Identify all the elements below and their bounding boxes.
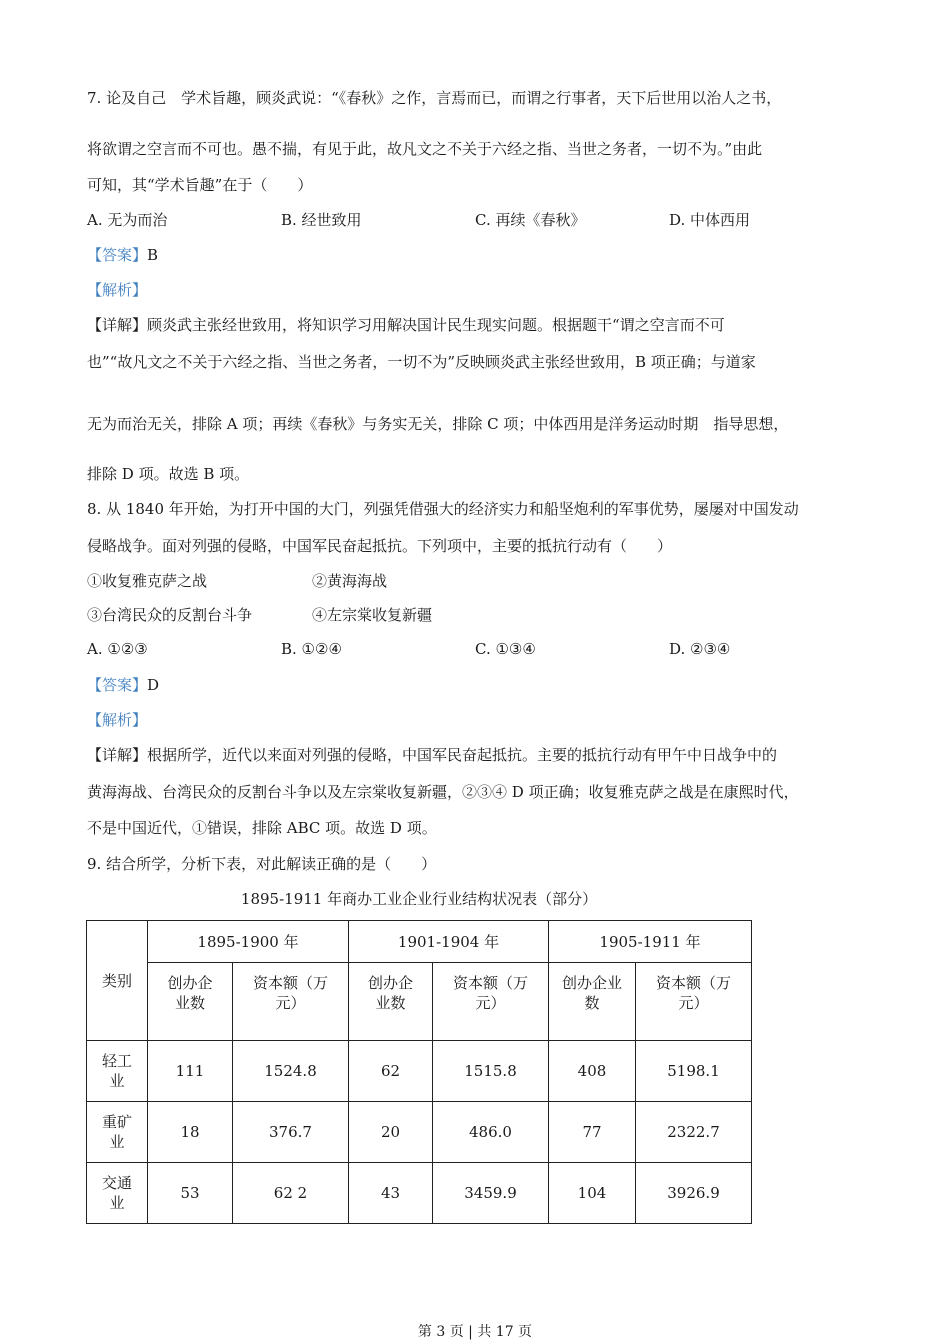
q8-detail-line-3: 不是中国近代，①错误，排除 ABC 项。故选 D 项。 — [87, 819, 437, 837]
value-cell: 486.0 — [433, 1102, 549, 1163]
category-cell: 交通 业 — [87, 1163, 148, 1224]
answer-value: D — [147, 676, 160, 694]
detail-text: 根据所学，近代以来面对列强的侵略，中国军民奋起抵抗。主要的抵抗行动有甲午中日战争中的 — [147, 746, 778, 764]
q8-stem-line-2: 侵略战争。面对列强的侵略，中国军民奋起抵抗。下列项中，主要的抵抗行动有（ ） — [87, 537, 673, 555]
q8-item-4: ④左宗棠收复新疆 — [312, 606, 433, 624]
period-header: 1905-1911 年 — [549, 921, 752, 963]
table-caption: 1895-1911 年商办工业企业行业结构状况表（部分） — [240, 890, 598, 908]
value-cell: 3459.9 — [433, 1163, 549, 1224]
value-cell: 1515.8 — [433, 1041, 549, 1102]
q8-answer — [87, 675, 159, 695]
q7-detail-line-1 — [87, 315, 725, 335]
table-row — [87, 1163, 752, 1224]
value-cell: 43 — [349, 1163, 433, 1224]
value-cell: 18 — [148, 1102, 233, 1163]
q7-stem-line-2: 将欲谓之空言而不可也。愚不揣，有见于此，故凡文之不关于六经之指、当世之务者，一切不为。”由此 — [87, 140, 763, 158]
q7-detail-line-4: 排除 D 项。故选 B 项。 — [87, 465, 250, 483]
sub-header: 创办企 业数 — [148, 963, 233, 1041]
period-header: 1901-1904 年 — [349, 921, 549, 963]
q8-option-b: B. ①②④ — [281, 640, 342, 658]
sub-header: 创办企 业数 — [349, 963, 433, 1041]
q7-option-d: D. 中体西用 — [669, 211, 751, 229]
page-footer: 第 3 页 | 共 17 页 — [417, 1324, 533, 1340]
industry-structure-table — [86, 920, 752, 1224]
value-cell: 111 — [148, 1041, 233, 1102]
sub-header: 资本额（万 元） — [433, 963, 549, 1041]
q8-item-1: ①收复雅克萨之战 — [87, 572, 208, 590]
answer-value: B — [147, 246, 159, 264]
q7-detail-line-2: 也”“故凡文之不关于六经之指、当世之务者，一切不为”反映顾炎武主张经世致用，B 项正确；与道家 — [87, 353, 756, 371]
detail-label: 【详解】 — [87, 316, 148, 334]
detail-text: 顾炎武主张经世致用，将知识学习用解决国计民生现实问题。根据题干“谓之空言而不可 — [147, 316, 725, 334]
value-cell: 53 — [148, 1163, 233, 1224]
q7-analysis-label: 【解析】 — [87, 281, 148, 299]
q8-analysis-label: 【解析】 — [87, 711, 148, 729]
answer-label: 【答案】 — [87, 246, 148, 264]
value-cell: 20 — [349, 1102, 433, 1163]
q8-stem-line-1: 8. 从 1840 年开始，为打开中国的大门，列强凭借强大的经济实力和船坚炮利的军事优势，屡屡对中国发动 — [87, 500, 799, 518]
value-cell: 77 — [549, 1102, 636, 1163]
value-cell: 2322.7 — [636, 1102, 752, 1163]
value-cell: 1524.8 — [233, 1041, 349, 1102]
value-cell: 376.7 — [233, 1102, 349, 1163]
value-cell: 62 — [349, 1041, 433, 1102]
q8-item-3: ③台湾民众的反割台斗争 — [87, 606, 253, 624]
value-cell: 62 2 — [233, 1163, 349, 1224]
q8-detail-line-1 — [87, 745, 777, 765]
q8-option-c: C. ①③④ — [475, 640, 536, 658]
period-header: 1895-1900 年 — [148, 921, 349, 963]
q8-option-a: A. ①②③ — [87, 640, 148, 658]
value-cell: 5198.1 — [636, 1041, 752, 1102]
table-header-row-metrics — [87, 963, 752, 1041]
table-row — [87, 1041, 752, 1102]
q7-option-a: A. 无为而治 — [87, 211, 168, 229]
value-cell: 408 — [549, 1041, 636, 1102]
q7-option-c: C. 再续《春秋》 — [475, 211, 586, 229]
table-row — [87, 1102, 752, 1163]
sub-header: 资本额（万 元） — [233, 963, 349, 1041]
q7-stem-line-1: 7. 论及自己 学术旨趣，顾炎武说：“《春秋》之作，言焉而已，而谓之行事者，天下后世用以治人之书， — [87, 89, 782, 107]
sub-header: 创办企业 数 — [549, 963, 636, 1041]
q7-answer — [87, 245, 158, 265]
detail-label: 【详解】 — [87, 746, 148, 764]
q8-option-d: D. ②③④ — [669, 640, 731, 658]
q7-stem-line-3: 可知，其“学术旨趣”在于（ ） — [87, 176, 313, 194]
category-header: 类别 — [87, 921, 148, 1041]
answer-label: 【答案】 — [87, 676, 148, 694]
category-cell: 轻工 业 — [87, 1041, 148, 1102]
sub-header: 资本额（万 元） — [636, 963, 752, 1041]
q9-stem-line-1: 9. 结合所学，分析下表，对此解读正确的是（ ） — [87, 855, 437, 873]
q8-item-2: ②黄海海战 — [312, 572, 388, 590]
q7-option-b: B. 经世致用 — [281, 211, 362, 229]
q8-detail-line-2: 黄海海战、台湾民众的反割台斗争以及左宗棠收复新疆，②③④ D 项正确；收复雅克萨之战是在康熙时代， — [87, 783, 799, 801]
value-cell: 3926.9 — [636, 1163, 752, 1224]
table-header-row-periods — [87, 921, 752, 963]
category-cell: 重矿 业 — [87, 1102, 148, 1163]
value-cell: 104 — [549, 1163, 636, 1224]
q7-detail-line-3: 无为而治无关，排除 A 项；再续《春秋》与务实无关，排除 C 项；中体西用是洋务运动时期 指导思想， — [87, 415, 789, 433]
